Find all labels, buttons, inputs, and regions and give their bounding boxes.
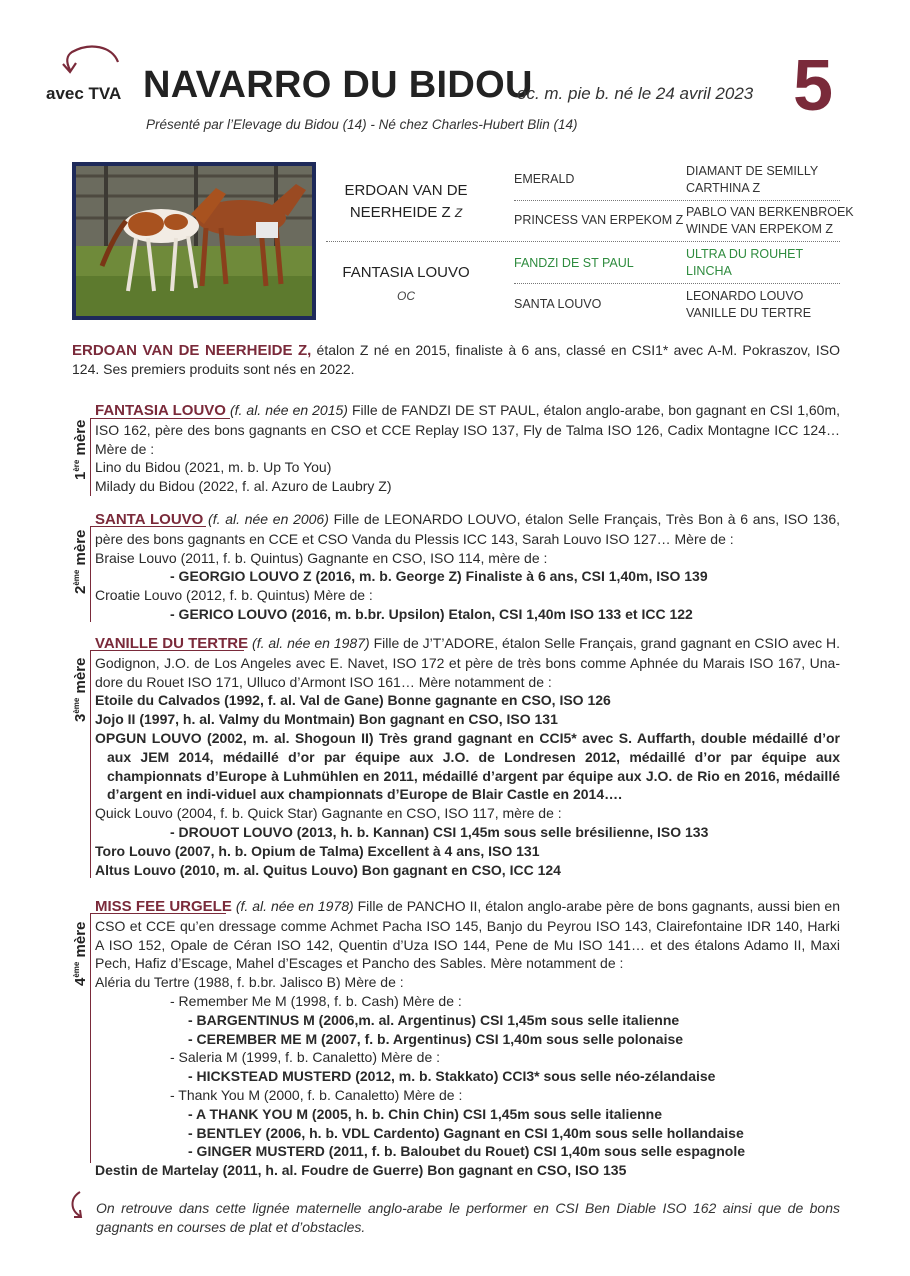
presented-by: Présenté par l’Elevage du Bidou (14) - Né chez Charles-Hubert Blin (14) xyxy=(146,117,578,132)
pedigree-divider-2 xyxy=(514,283,840,284)
sire-description-text: étalon Z né en 2015, finaliste à 6 ans, classé en CSI1* avec A-M. Pokraszov, ISO 124. Ses premiers produits sont nés en 2022. xyxy=(72,342,840,377)
first-dam-section xyxy=(95,401,840,496)
section-label-1: 1ère mère xyxy=(72,419,89,480)
first-dam-text: Fille de FANDZI DE ST PAUL, étalon anglo-arabe, bon gagnant en CSI 1,60m, ISO 162, père des bons gagnants en CSO et CCE Replay ISO 137, Fly de Talma ISO 126, Cadix Montagne ICC 124… Mère de : xyxy=(95,402,841,457)
curved-arrow-icon xyxy=(60,40,124,80)
second-dam-sub: (f. al. née en 2006) xyxy=(208,511,329,527)
third-dam-offspring: OPGUN LOUVO (2002, m. al. Shogoun II) Très grand gagnant en CCI5* avec S. Auffarth, double médaillé d’or aux JEM 2014, médaillé d’or par équipe aux J.O. de Londresen 2012, médaillé d’or par équipe aux championnats d’Europe à Luhmühlen en 2011, médaillé d’argent par équipe aux J.O. de Rio en 2016, médaillé d’argent en indi-viduel aux championnats d’Europe de Blair Castle en 2014…. xyxy=(95,729,840,803)
fourth-dam-section xyxy=(95,897,840,1180)
section-bracket-3 xyxy=(90,650,91,878)
third-dam-offspring: Altus Louvo (2010, m. al. Quitus Louvo) Bon gagnant en CSO, ICC 124 xyxy=(95,861,561,878)
section-bracket-4 xyxy=(90,913,91,1163)
great-grandparent-1a: DIAMANT DE SEMILLY xyxy=(686,164,819,178)
second-dam-grandoffspring: - GEORGIO LOUVO Z (2016, m. b. George Z) Finaliste à 6 ans, CSI 1,40m, ISO 139 xyxy=(170,568,708,585)
second-dam-offspring: Croatie Louvo (2012, f. b. Quintus) Mère de : xyxy=(95,587,373,604)
third-dam-grandoffspring: - DROUOT LOUVO (2013, h. b. Kannan) CSI 1,45m sous selle brésilienne, ISO 133 xyxy=(170,823,709,840)
section-bracket-2 xyxy=(90,526,91,622)
section-bracket-1 xyxy=(90,418,91,496)
second-dam-offspring: Braise Louvo (2011, f. b. Quintus) Gagnante en CSO, ISO 114, mère de : xyxy=(95,549,548,566)
sire-name: ERDOAN VAN DE NEERHEIDE Z xyxy=(344,182,468,221)
fourth-dam-text: Fille de PANCHO II, étalon anglo-arabe père de bons gagnants, aussi bien en CSO et CCE qu’en dressage comme Achmet Pacha ISO 145, Banjo du Peyrou ISO 143, Clairefontaine IDR 140, Harki A ISO 152, Opale de Céran ISO 142, Quentin d’Uza ISO 144, Pene de Mu ISO 141… et des étalons Adamo II, Maxi Pech, Hafiz d’Escage, Mahel d’Escages et Pancho des Sables. Mère notamment de : xyxy=(95,898,840,972)
first-dam-offspring: Milady du Bidou (2022, f. al. Azuro de Laubry Z) xyxy=(95,478,392,495)
sire-breed: Z xyxy=(454,206,463,220)
third-dam-offspring: Toro Louvo (2007, h. b. Opium de Talma) Excellent à 4 ans, ISO 131 xyxy=(95,842,540,859)
section-label-3: 3ème mère xyxy=(72,657,89,722)
fourth-dam-offspring: Aléria du Tertre (1988, f. b.br. Jalisco B) Mère de : xyxy=(95,974,404,991)
sire-description xyxy=(72,341,840,379)
first-dam-sub: (f. al. née en 2015) xyxy=(229,402,348,418)
great-grandparent-4a: LEONARDO LOUVO xyxy=(686,289,804,303)
third-dam-text: Fille de J’T’ADORE, étalon Selle Français, grand gagnant en CSIO avec H. Godignon, J.O. de Los Angeles avec E. Navet, ISO 172 et père de très bons comme Aphnée du Marais ISO 167, Una-dore du Rouet ISO 171, Ulluco d’Armont ISO 161… Mère notamment de : xyxy=(95,635,840,690)
horse-name: NAVARRO DU BIDOU xyxy=(143,64,533,106)
grandsire-2: FANDZI DE ST PAUL xyxy=(514,256,634,270)
grandsire-1: EMERALD xyxy=(514,172,575,186)
pedigree-sire xyxy=(326,180,486,224)
horse-photo-image xyxy=(76,166,312,316)
granddam-1: PRINCESS VAN ERPEKOM Z xyxy=(514,213,684,227)
great-grandparent-3b: LINCHA xyxy=(686,264,732,278)
pedigree-divider-main xyxy=(326,241,840,242)
fourth-dam-great-grandoffspring: - GINGER MUSTERD (2011, f. b. Baloubet du Rouet) CSI 1,40m sous selle espagnole xyxy=(188,1143,745,1160)
second-dam-section xyxy=(95,510,840,624)
fourth-dam-great-grandoffspring: - HICKSTEAD MUSTERD (2012, m. b. Stakkato) CCI3* sous selle néo-zélandaise xyxy=(188,1068,716,1085)
great-grandparent-3a: ULTRA DU ROUHET xyxy=(686,247,804,261)
section-label-2: 2ème mère xyxy=(72,529,89,594)
fourth-dam-great-grandoffspring: - CEREMBER ME M (2007, f. b. Argentinus) CSI 1,40m sous selle polonaise xyxy=(188,1030,684,1047)
horse-photo xyxy=(72,162,316,320)
third-dam-offspring: Etoile du Calvados (1992, f. al. Val de Gane) Bonne gagnante en CSO, ISO 126 xyxy=(95,692,611,709)
lot-number: 5 xyxy=(793,46,834,126)
pedigree-dam: FANTASIA LOUVO xyxy=(342,264,470,281)
section-label-4: 4ème mère xyxy=(72,921,89,986)
fourth-dam-grandoffspring: - Thank You M (2000, f. b. Canaletto) Mère de : xyxy=(170,1086,463,1103)
third-dam-offspring: Quick Louvo (2004, f. b. Quick Star) Gagnante en CSO, ISO 117, mère de : xyxy=(95,805,562,822)
third-dam-sub: (f. al. née en 1987) xyxy=(252,635,370,651)
vat-label: avec TVA xyxy=(46,84,122,103)
footer-note: On retrouve dans cette lignée maternelle anglo-arabe le performer en CSI Ben Diable ISO 162 ainsi que de bons gagnants en courses de plat et d’obstacles. xyxy=(96,1200,840,1235)
great-grandparent-1b: CARTHINA Z xyxy=(686,181,761,195)
fourth-dam-name: MISS FEE URGELE xyxy=(95,898,232,915)
granddam-2: SANTA LOUVO xyxy=(514,297,602,311)
third-dam-name: VANILLE DU TERTRE xyxy=(95,635,249,652)
fourth-dam-sub: (f. al. née en 1978) xyxy=(235,898,354,914)
fourth-dam-great-grandoffspring: - BARGENTINUS M (2006,m. al. Argentinus) CSI 1,45m sous selle italienne xyxy=(188,1011,680,1028)
fourth-dam-great-grandoffspring: - BENTLEY (2006, h. b. VDL Cardento) Gagnant en CSI 1,40m sous selle hollandaise xyxy=(188,1124,744,1141)
great-grandparent-2b: WINDE VAN ERPEKOM Z xyxy=(686,222,834,236)
fourth-dam-grandoffspring: - Remember Me M (1998, f. b. Cash) Mère de : xyxy=(170,992,462,1009)
fourth-dam-offspring: Destin de Martelay (2011, h. al. Foudre de Guerre) Bon gagnant en CSO, ISO 135 xyxy=(95,1162,627,1179)
pedigree-divider-1 xyxy=(514,200,840,201)
second-dam-grandoffspring: - GERICO LOUVO (2016, m. b.br. Upsilon) Etalon, CSI 1,40m ISO 133 et ICC 122 xyxy=(170,605,693,622)
great-grandparent-2a: PABLO VAN BERKENBROEK xyxy=(686,205,854,219)
third-dam-offspring: Jojo II (1997, h. al. Valmy du Montmain) Bon gagnant en CSO, ISO 131 xyxy=(95,711,558,728)
second-dam-name: SANTA LOUVO xyxy=(95,511,204,528)
curved-arrow-icon xyxy=(66,1190,96,1222)
great-grandparent-4b: VANILLE DU TERTRE xyxy=(686,306,812,320)
first-dam-name: FANTASIA LOUVO xyxy=(95,402,226,419)
first-dam-offspring: Lino du Bidou (2021, m. b. Up To You) xyxy=(95,459,332,476)
horse-details: oc. m. pie b. né le 24 avril 2023 xyxy=(517,84,754,103)
second-dam-text: Fille de LEONARDO LOUVO, étalon Selle Français, Très Bon à 6 ans, ISO 136, père des bons gagnants en CCE et CSO Vanda du Plessis ICC 143, Sarah Louvo ISO 127… Mère de : xyxy=(95,511,840,547)
pedigree-dam-breed: OC xyxy=(397,289,415,303)
third-dam-section xyxy=(95,634,840,879)
sire-description-name: ERDOAN VAN DE NEERHEIDE Z, xyxy=(72,342,312,359)
fourth-dam-grandoffspring: - Saleria M (1999, f. b. Canaletto) Mère de : xyxy=(170,1049,441,1066)
fourth-dam-great-grandoffspring: - A THANK YOU M (2005, h. b. Chin Chin) CSI 1,45m sous selle italienne xyxy=(188,1105,663,1122)
